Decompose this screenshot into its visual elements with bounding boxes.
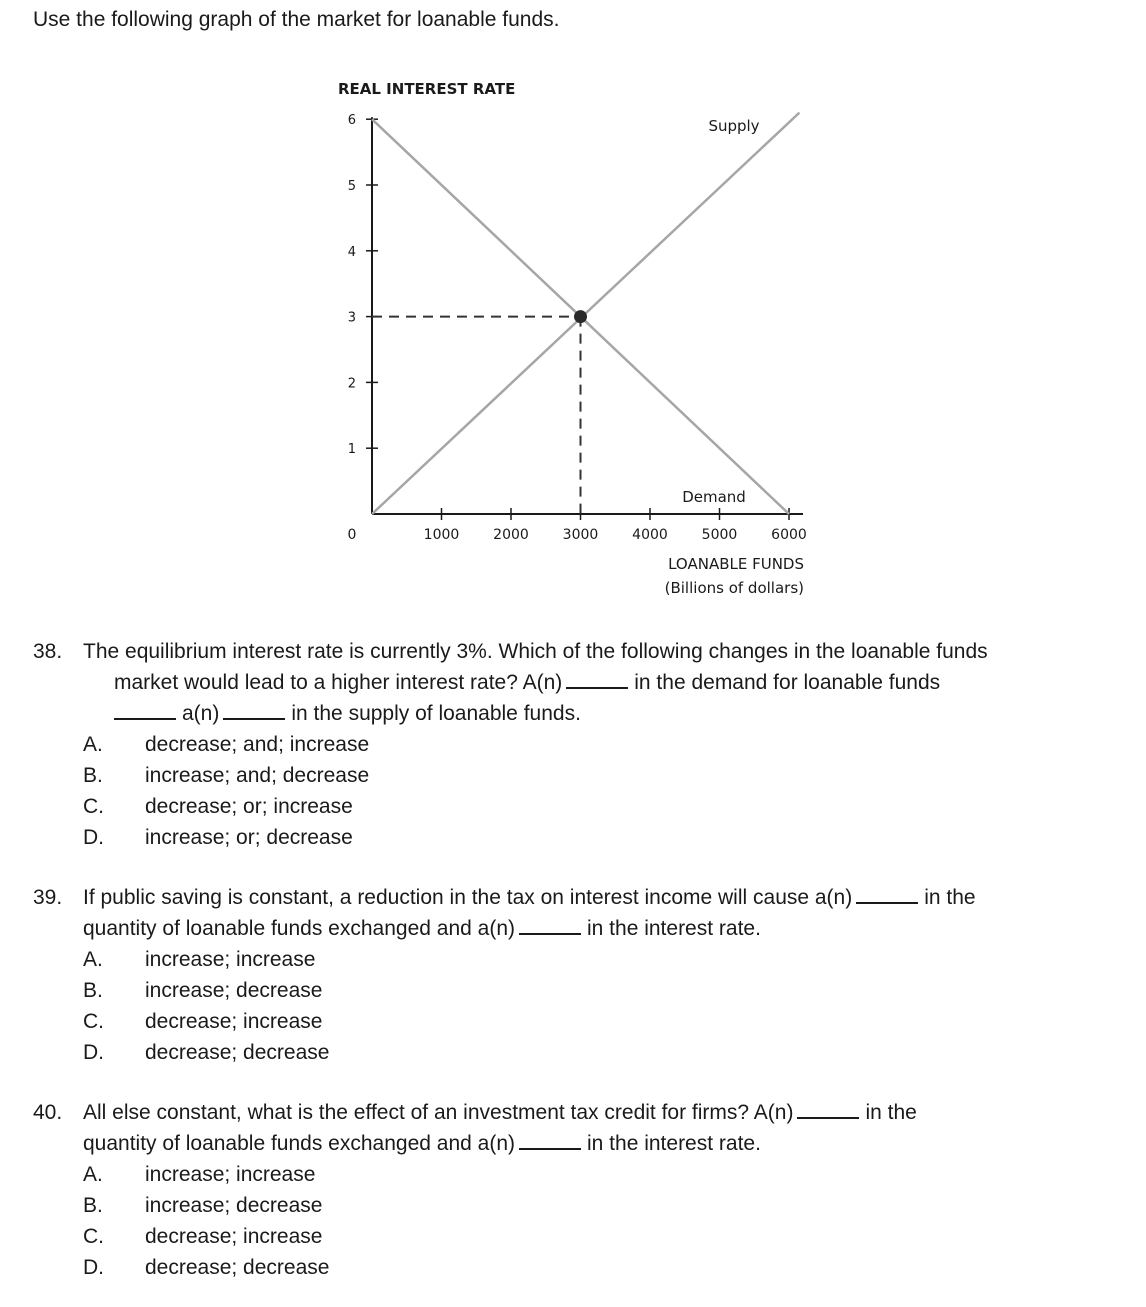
question-number: 38. bbox=[33, 640, 63, 663]
answer-option-d[interactable] bbox=[83, 1252, 917, 1283]
option-letter: A. bbox=[83, 1163, 103, 1186]
question-text: in the bbox=[924, 886, 976, 909]
question-text: in the interest rate. bbox=[587, 1132, 761, 1155]
question-text: The equilibrium interest rate is currently 3%. Which of the following changes in the loanable funds bbox=[83, 640, 988, 663]
question-text: a(n) bbox=[182, 702, 220, 725]
option-letter: D. bbox=[83, 1041, 104, 1064]
option-text: increase; decrease bbox=[145, 1194, 323, 1217]
y-axis-label: REAL INTEREST RATE bbox=[338, 80, 516, 98]
answer-option-c[interactable] bbox=[83, 791, 988, 822]
answer-blank bbox=[114, 700, 176, 720]
y-tick-label: 5 bbox=[347, 179, 356, 194]
x-tick-label: 4000 bbox=[632, 527, 668, 543]
question-40 bbox=[33, 1097, 917, 1283]
option-letter: C. bbox=[83, 1225, 104, 1248]
option-letter: D. bbox=[83, 826, 104, 849]
question-text: market would lead to a higher interest rate? A(n) bbox=[114, 671, 563, 694]
option-text: decrease; decrease bbox=[145, 1041, 330, 1064]
x-tick-label: 0 bbox=[347, 527, 357, 543]
x-tick-label: 2000 bbox=[493, 527, 529, 543]
x-tick-label: 3000 bbox=[562, 527, 599, 543]
option-letter: C. bbox=[83, 1010, 104, 1033]
question-number: 39. bbox=[33, 886, 63, 909]
answer-option-b[interactable] bbox=[83, 975, 976, 1006]
supply-label: Supply bbox=[708, 117, 760, 135]
answer-option-b[interactable] bbox=[83, 760, 988, 791]
question-text: in the supply of loanable funds. bbox=[291, 702, 581, 725]
question-line bbox=[33, 913, 976, 944]
question-39 bbox=[33, 882, 976, 1068]
question-line bbox=[33, 636, 988, 667]
option-text: decrease; increase bbox=[145, 1225, 323, 1248]
option-letter: A. bbox=[83, 733, 103, 756]
option-text: increase; or; decrease bbox=[145, 826, 353, 849]
option-text: decrease; increase bbox=[145, 1010, 323, 1033]
x-tick-label: 5000 bbox=[701, 527, 738, 543]
answer-blank bbox=[519, 915, 581, 935]
demand-label: Demand bbox=[682, 488, 746, 506]
question-text: in the bbox=[865, 1101, 917, 1124]
y-tick-label: 2 bbox=[347, 376, 356, 392]
option-letter: B. bbox=[83, 1194, 103, 1217]
y-tick-label: 3 bbox=[347, 310, 356, 326]
question-text: If public saving is constant, a reduction in the tax on interest income will cause a(n) bbox=[83, 886, 853, 909]
question-38 bbox=[33, 636, 988, 853]
answer-blank bbox=[519, 1130, 581, 1150]
option-text: increase; increase bbox=[145, 1163, 316, 1186]
answer-blank bbox=[223, 700, 285, 720]
question-number: 40. bbox=[33, 1101, 63, 1124]
equilibrium-point bbox=[574, 310, 587, 323]
question-text: quantity of loanable funds exchanged and a(n) bbox=[83, 917, 515, 940]
option-text: increase; and; decrease bbox=[145, 764, 370, 787]
question-text: All else constant, what is the effect of an investment tax credit for firms? A(n) bbox=[83, 1101, 794, 1124]
option-letter: B. bbox=[83, 979, 103, 1002]
question-text: in the interest rate. bbox=[587, 917, 761, 940]
option-letter: B. bbox=[83, 764, 103, 787]
answer-blank bbox=[797, 1099, 859, 1119]
loanable-funds-chart bbox=[0, 0, 1146, 620]
question-line bbox=[33, 1128, 917, 1159]
option-text: decrease; and; increase bbox=[145, 733, 370, 756]
x-tick-label: 1000 bbox=[423, 527, 460, 543]
answer-option-d[interactable] bbox=[83, 1037, 976, 1068]
answer-option-a[interactable] bbox=[83, 1159, 917, 1190]
question-text: in the demand for loanable funds bbox=[634, 671, 941, 694]
question-line bbox=[33, 882, 976, 913]
y-tick-label: 6 bbox=[347, 113, 356, 129]
option-text: decrease; decrease bbox=[145, 1256, 330, 1279]
option-letter: C. bbox=[83, 795, 104, 818]
x-tick-label: 6000 bbox=[771, 527, 807, 543]
option-text: decrease; or; increase bbox=[145, 795, 353, 818]
question-text: quantity of loanable funds exchanged and a(n) bbox=[83, 1132, 515, 1155]
option-text: increase; decrease bbox=[145, 979, 323, 1002]
option-letter: A. bbox=[83, 948, 103, 971]
question-line bbox=[33, 1097, 917, 1128]
option-text: increase; increase bbox=[145, 948, 316, 971]
answer-option-a[interactable] bbox=[83, 944, 976, 975]
answer-option-c[interactable] bbox=[83, 1221, 917, 1252]
answer-option-a[interactable] bbox=[83, 729, 988, 760]
x-axis-sublabel: (Billions of dollars) bbox=[664, 579, 804, 597]
option-letter: D. bbox=[83, 1256, 104, 1279]
answer-option-d[interactable] bbox=[83, 822, 988, 853]
answer-option-b[interactable] bbox=[83, 1190, 917, 1221]
question-line bbox=[33, 698, 988, 729]
intro-text: Use the following graph of the market for loanable funds. bbox=[33, 8, 560, 31]
question-line bbox=[33, 667, 988, 698]
answer-option-c[interactable] bbox=[83, 1006, 976, 1037]
y-tick-label: 1 bbox=[347, 442, 356, 458]
answer-blank bbox=[856, 884, 918, 904]
answer-blank bbox=[566, 669, 628, 689]
y-tick-label: 4 bbox=[347, 244, 356, 260]
x-axis-label: LOANABLE FUNDS bbox=[668, 555, 804, 573]
